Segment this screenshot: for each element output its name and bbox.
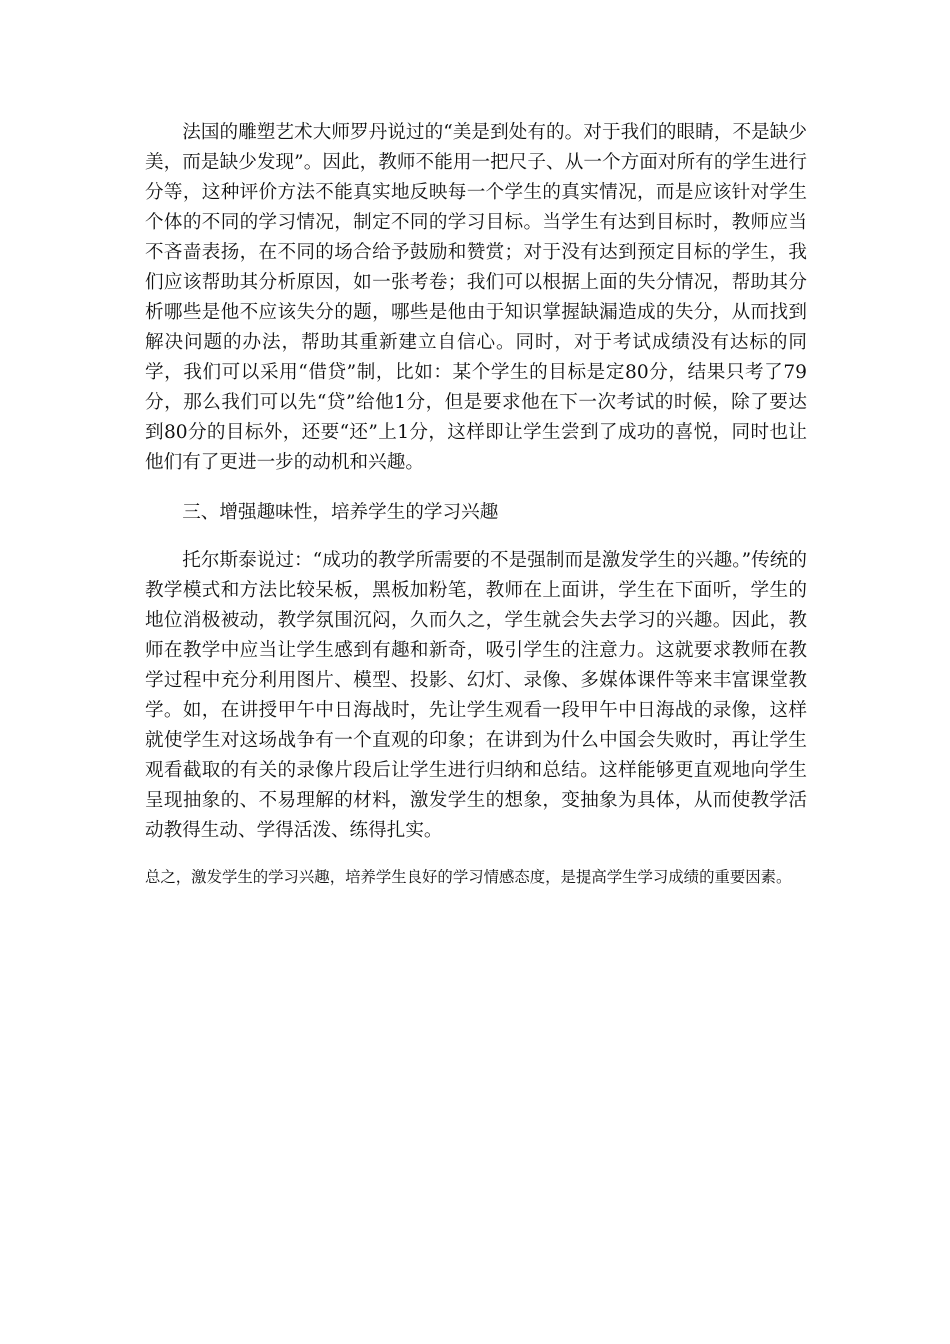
paragraph-spacer (145, 528, 807, 546)
paragraph-spacer (145, 846, 807, 864)
paragraph-tolstoy: 托尔斯泰说过：“成功的教学所需要的不是强制而是激发学生的兴趣。”传统的教学模式和方法比较呆板，黑板加粉笔，教师在上面讲，学生在下面听，学生的地位消极被动，教学氛围沉闷，久而久之，学生就会失去学习的兴趣。因此，教师在教学中应当让学生感到有趣和新奇，吸引学生的注意力。这就要求教师在教学过程中充分利用图片、模型、投影、幻灯、录像、多媒体课件等来丰富课堂教学。如，在讲授甲午中日海战时，先让学生观看一段甲午中日海战的录像，这样就使学生对这场战争有一个直观的印象；在讲到为什么中国会失败时，再让学生观看截取的有关的录像片段后让学生进行归纳和总结。这样能够更直观地向学生呈现抽象的、不易理解的材料，激发学生的想象，变抽象为具体，从而使教学活动教得生动、学得活泼、练得扎实。 (145, 550, 807, 841)
paragraph-summary: 总之，激发学生的学习兴趣，培养学生良好的学习情感态度，是提高学生学习成绩的重要因素。 (145, 868, 792, 886)
paragraph-rodin: 法国的雕塑艺术大师罗丹说过的“美是到处有的。对于我们的眼睛，不是缺少美，而是缺少发现”。因此，教师不能用一把尺子、从一个方面对所有的学生进行分等，这种评价方法不能真实地反映每一个学生的真实情况，而是应该针对学生个体的不同的学习情况，制定不同的学习目标。当学生有达到目标时，教师应当不吝啬表扬，在不同的场合给予鼓励和赞赏；对于没有达到预定目标的学生，我们应该帮助其分析原因，如一张考卷；我们可以根据上面的失分情况，帮助其分析哪些是他不应该失分的题，哪些是他由于知识掌握缺漏造成的失分，从而找到解决问题的办法，帮助其重新建立自信心。同时，对于考试成绩没有达标的同学，我们可以采用“借贷”制，比如：某个学生的目标是定80分，结果只考了79分，那么我们可以先“贷”给他1分，但是要求他在下一次考试的时候，除了要达到80分的目标外，还要“还”上1分，这样即让学生尝到了成功的喜悦，同时也让他们有了更进一步的动机和兴趣。 (145, 122, 807, 473)
paragraph-spacer (145, 478, 807, 498)
section-heading-3: 三、增强趣味性，培养学生的学习兴趣 (182, 502, 499, 523)
document-page (145, 118, 807, 890)
